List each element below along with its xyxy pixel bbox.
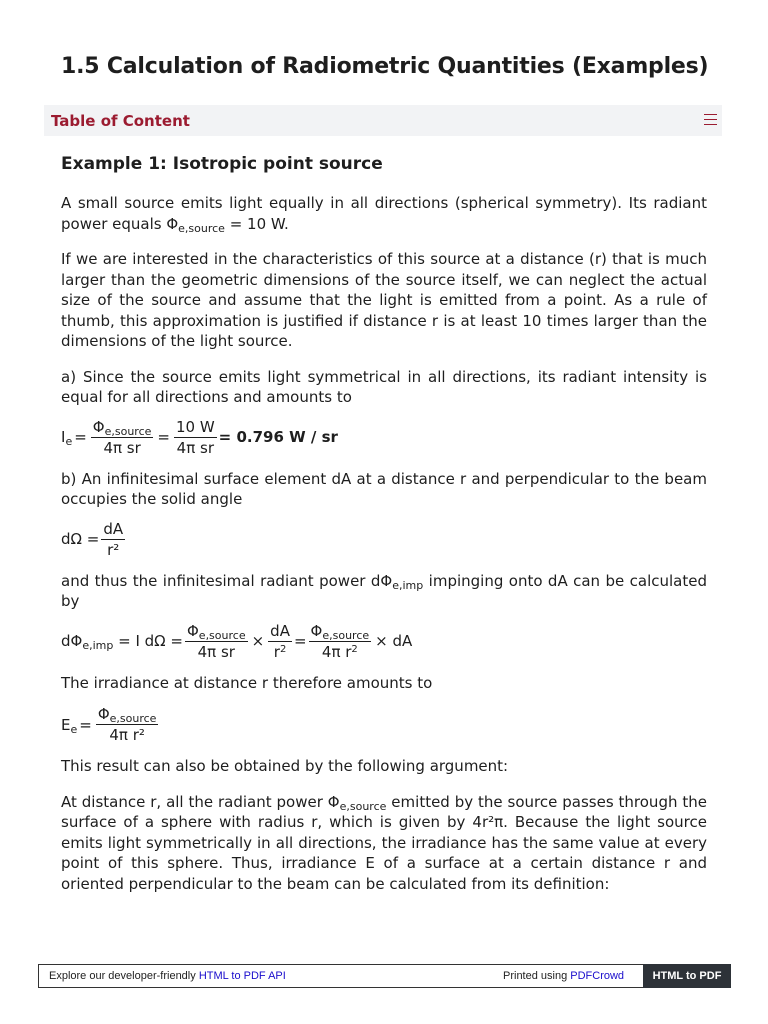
equation-intensity: $I_e$ = $\frac{\Phi_{e,source}}{\text{4π sr}}$ = $\frac{10 W}{\text{4π sr}}$ = 0.796 W / sr [61,417,338,457]
paragraph-intro: A small source emits light equally in all directions (spherical symmetry). Its radiant power equals $\Phi_{e,source} = 10$ W. [61,194,707,235]
fraction: $\frac{10 W}{\text{4π sr}}$ [175,417,215,457]
pdfcrowd-link[interactable]: PDFCrowd [570,970,625,982]
page-title: 1.5 Calculation of Radiometric Quantities (Examples) [61,54,709,79]
fraction: $\frac{\Phi_{e,source}}{\text{4π r²}}$ [97,705,157,744]
paragraph-solid-angle: b) An infinitesimal surface element dA at a distance r and perpendicular to the beam occupies the solid angle [61,469,707,508]
toc-label[interactable]: Table of Content [51,112,190,130]
paragraph-approximation: If we are interested in the characteristics of this source at a distance (r) that is much larger than the geometric dimensions of the source itself, we can neglect the actual size of the source and assume that the light is emitted from a point. As a rule of thumb, this approximation is justified if distance r is at least 10 times larger than the dimensions of the light source. [61,250,707,350]
table-of-content-bar[interactable] [44,105,722,136]
paragraph-intensity: a) Since the source emits light symmetrical in all directions, its radiant intensity is equal for all directions and amounts to [61,367,707,406]
pdfcrowd-footer [38,964,731,988]
paragraph-argument: This result can also be obtained by the following argument: [61,757,509,775]
html-to-pdf-button[interactable]: HTML to PDF [643,964,731,988]
paragraph-irradiance: The irradiance at distance r therefore amounts to [61,673,433,692]
equation-irradiance: $E_e$ = $\frac{\Phi_{e,source}}{\text{4π r²}}$ [61,705,157,744]
fraction: $\frac{dA}{\text{r²}}$ [103,519,124,559]
equation-radiant-power: $d\Phi_{e,imp} = I$ dΩ = $\frac{\Phi_{e,source}}{\text{4π sr}}$ × $\frac{dA}{r^2}$ = $\frac{\Phi_{e,source}}{4\pi r^2}$ × dA [61,621,413,661]
hamburger-menu-icon[interactable] [704,114,717,126]
intensity-result: = 0.796 W / sr [218,428,338,446]
example-heading: Example 1: Isotropic point source [61,154,383,174]
fraction: $\frac{\Phi_{e,source}}{\text{4π sr}}$ [186,621,246,661]
fraction: $\frac{\Phi_{e,source}}{4\pi r^2}$ [310,621,370,661]
html-to-pdf-api-link[interactable]: HTML to PDF API [198,970,286,982]
paragraph-radiant-power: and thus the infinitesimal radiant power $d\Phi_{e,imp}$ impinging onto dA can be calculated by [61,571,707,610]
article-content [61,152,707,909]
fraction: $\frac{dA}{r^2}$ [270,621,290,661]
equation-solid-angle: dΩ = $\frac{dA}{\text{r²}}$ [61,519,124,559]
paragraph-sphere: At distance r, all the radiant power $\Phi_{e,source}$ emitted by the source passes through the surface of a sphere with radius r, which is given by 4r²π. Because the light source emits light symmetrically in all directions, the irradiance has the same value at every point of this sphere. Thus, irradiance E of a surface at a certain distance r and oriented perpendicular to the beam can be calculated from its definition: [61,792,707,893]
footer-explore: Explore our developer-friendly HTML to PDF API [49,970,286,982]
footer-printed: Printed using PDFCrowd [503,970,625,982]
fraction: $\frac{\Phi_{e,source}}{\text{4π sr}}$ [92,417,152,457]
